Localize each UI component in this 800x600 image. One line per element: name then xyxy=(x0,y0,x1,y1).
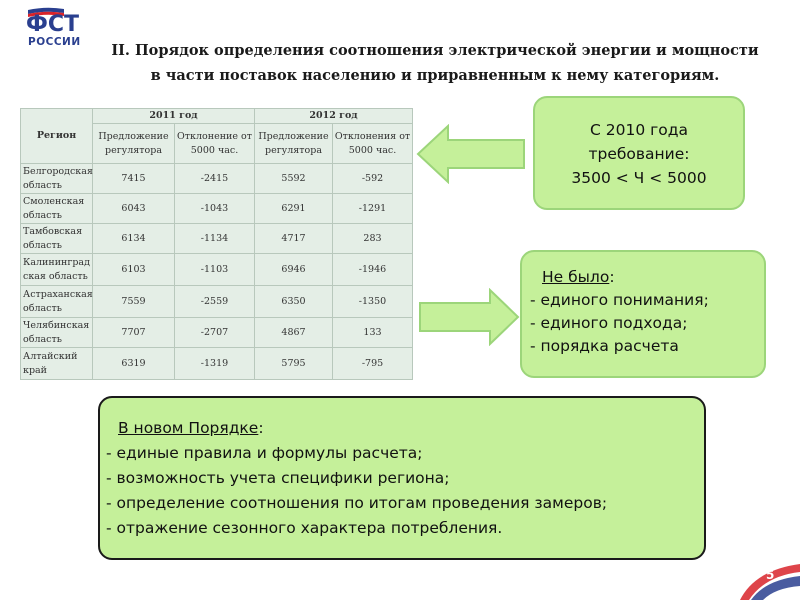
new-order-item: - отражение сезонного характера потребления. xyxy=(106,519,503,537)
table-row xyxy=(21,318,413,348)
fst-logo xyxy=(26,6,96,62)
header-deviation-2012: Отклонения от 5000 час. xyxy=(333,124,413,164)
cell-region: Смоленская область xyxy=(21,194,93,224)
header-region: Регион xyxy=(21,109,93,164)
cell-region: Калининградская область xyxy=(21,254,93,286)
header-deviation-2011: Отклонение от 5000 час. xyxy=(175,124,255,164)
arrow-left-icon xyxy=(416,124,528,184)
requirement-line-2: требование: xyxy=(588,145,690,163)
cell-deviation-2011: -1043 xyxy=(175,194,255,224)
cell-deviation-2011: -2707 xyxy=(175,318,255,348)
cell-region: Тамбовская область xyxy=(21,224,93,254)
cell-proposal-2011: 6134 xyxy=(93,224,175,254)
cell-region: Алтайский край xyxy=(21,348,93,380)
requirement-line-3: 3500 < Ч < 5000 xyxy=(571,169,707,187)
table-row xyxy=(21,254,413,286)
cell-deviation-2012: -1350 xyxy=(333,286,413,318)
requirement-box xyxy=(533,96,745,210)
problems-heading xyxy=(530,266,764,289)
header-proposal-2011: Предложение регулятора xyxy=(93,124,175,164)
new-order-heading xyxy=(106,416,704,441)
cell-region: Астраханская область xyxy=(21,286,93,318)
problems-heading-text: Не было xyxy=(542,268,610,286)
cell-deviation-2012: 283 xyxy=(333,224,413,254)
page-number: 5 xyxy=(766,568,775,582)
cell-proposal-2011: 7707 xyxy=(93,318,175,348)
cell-deviation-2011: -1103 xyxy=(175,254,255,286)
cell-proposal-2012: 4717 xyxy=(255,224,333,254)
cell-deviation-2012: -1946 xyxy=(333,254,413,286)
cell-proposal-2012: 5795 xyxy=(255,348,333,380)
problems-box xyxy=(520,250,766,378)
problems-item: - порядка расчета xyxy=(530,337,679,355)
new-order-item: - возможность учета специфики региона; xyxy=(106,469,450,487)
cell-proposal-2012: 5592 xyxy=(255,164,333,194)
title-line-2: в части поставок населению и приравненным к нему категориям. xyxy=(150,67,720,84)
cell-proposal-2012: 6946 xyxy=(255,254,333,286)
title-line-1: II. Порядок определения соотношения электрической энергии и мощности xyxy=(111,42,759,59)
problems-item: - единого подхода; xyxy=(530,314,688,332)
new-order-heading-colon: : xyxy=(258,419,264,437)
cell-proposal-2011: 6043 xyxy=(93,194,175,224)
new-order-item: - определение соотношения по итогам проведения замеров; xyxy=(106,494,608,512)
cell-region: Челябинская область xyxy=(21,318,93,348)
cell-deviation-2012: 133 xyxy=(333,318,413,348)
new-order-box xyxy=(98,396,706,560)
new-order-heading-text: В новом Порядке xyxy=(118,419,259,437)
problems-heading-colon: : xyxy=(609,268,615,286)
cell-proposal-2012: 4867 xyxy=(255,318,333,348)
cell-deviation-2012: -795 xyxy=(333,348,413,380)
cell-deviation-2011: -2415 xyxy=(175,164,255,194)
cell-region: Белгородская область xyxy=(21,164,93,194)
cell-proposal-2011: 6103 xyxy=(93,254,175,286)
cell-deviation-2011: -1319 xyxy=(175,348,255,380)
header-year-2011: 2011 год xyxy=(93,109,255,124)
table-row xyxy=(21,194,413,224)
cell-deviation-2012: -1291 xyxy=(333,194,413,224)
regions-table xyxy=(20,108,413,380)
table-row xyxy=(21,164,413,194)
logo-country: РОССИИ xyxy=(28,36,81,48)
cell-proposal-2012: 6291 xyxy=(255,194,333,224)
cell-deviation-2011: -2559 xyxy=(175,286,255,318)
new-order-item: - единые правила и формулы расчета; xyxy=(106,444,423,462)
cell-deviation-2011: -1134 xyxy=(175,224,255,254)
cell-proposal-2011: 6319 xyxy=(93,348,175,380)
page-title xyxy=(90,38,780,88)
problems-item: - единого понимания; xyxy=(530,291,709,309)
cell-deviation-2012: -592 xyxy=(333,164,413,194)
requirement-line-1: С 2010 года xyxy=(590,121,688,139)
table-row xyxy=(21,348,413,380)
logo-abbr: ФСТ xyxy=(26,12,79,37)
cell-proposal-2011: 7415 xyxy=(93,164,175,194)
cell-proposal-2011: 7559 xyxy=(93,286,175,318)
header-proposal-2012: Предложение регулятора xyxy=(255,124,333,164)
table-row xyxy=(21,224,413,254)
arrow-right-icon xyxy=(418,288,522,346)
cell-proposal-2012: 6350 xyxy=(255,286,333,318)
header-year-2012: 2012 год xyxy=(255,109,413,124)
table-row xyxy=(21,286,413,318)
